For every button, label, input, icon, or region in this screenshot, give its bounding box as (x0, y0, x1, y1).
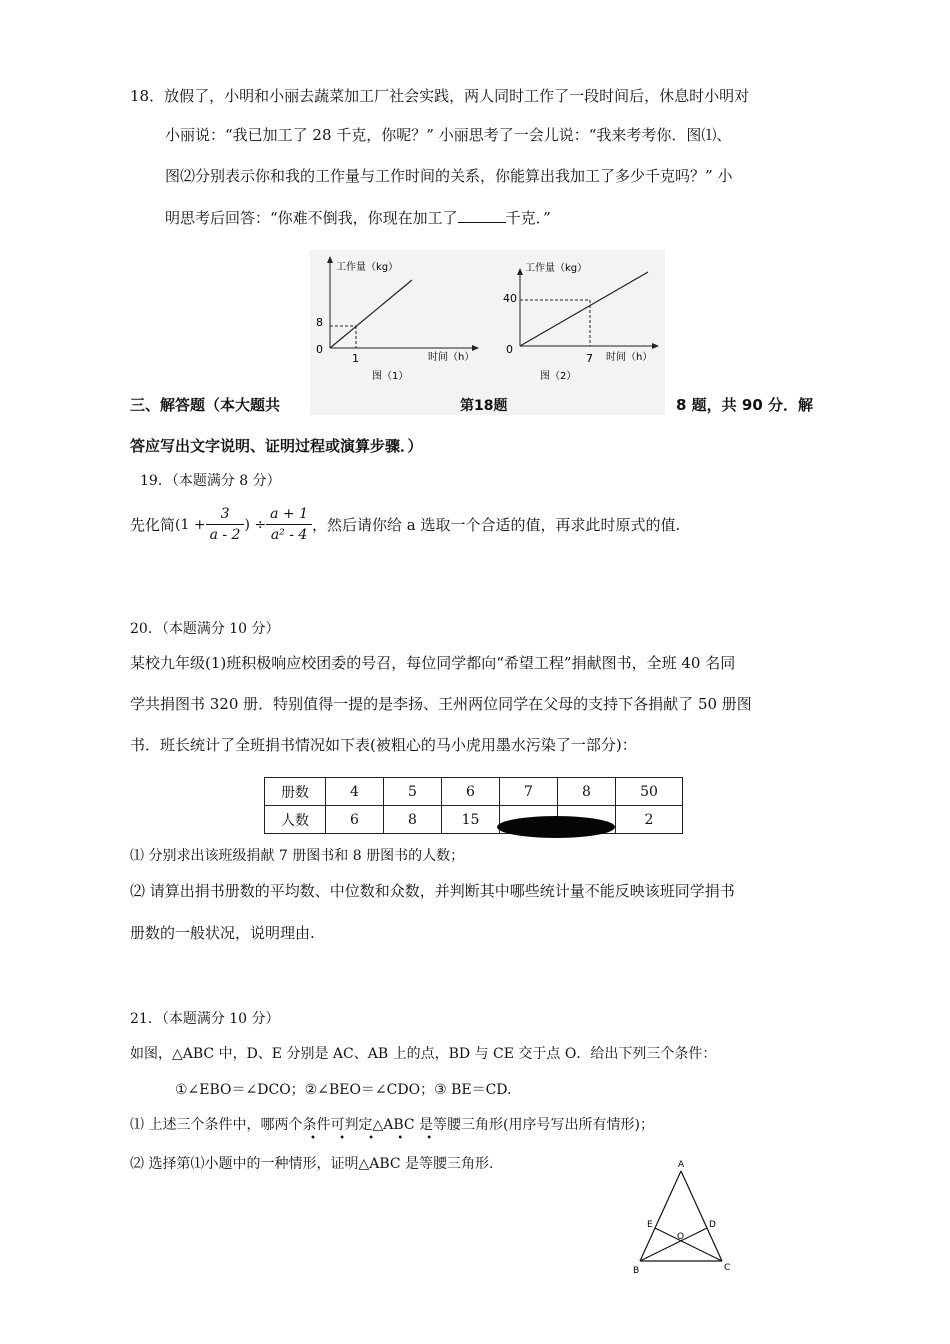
section3-title-c: 答应写出文字说明、证明过程或演算步骤．） (130, 437, 423, 455)
table-cell: 册数 (265, 778, 326, 806)
right-x-tick: 7 (586, 352, 593, 365)
q20-line1: 某校九年级(1)班积极响应校团委的号召，每位同学都向“希望工程”捐献图书，全班 40 名同 (130, 654, 736, 672)
point-d: D (709, 1220, 716, 1230)
q19-header: 19．（本题满分 8 分） (140, 473, 281, 489)
point-e: E (647, 1220, 653, 1230)
table-cell: 6 (442, 778, 500, 806)
table-cell: 8 (558, 778, 616, 806)
q18-line4-text: 明思考后回答：“你难不倒我，你现在加工了 (165, 209, 458, 227)
fraction-2-denominator: a² - 4 (270, 527, 308, 543)
fraction-2 (266, 504, 312, 545)
q19-prefix: 先化简 (130, 516, 176, 534)
q20-line3: 书．班长统计了全班捐书情况如下表(被粗心的马小虎用墨水污染了一部分)： (130, 736, 637, 754)
emphasis-dots: • • • • • (310, 1133, 443, 1144)
figure18-caption: 第18题 (460, 398, 508, 414)
vertex-c: C (724, 1263, 731, 1273)
table-cell: 人数 (265, 806, 326, 834)
q20-line2: 学共捐图书 320 册．特别值得一提的是李扬、王州两位同学在父母的支持下各捐献了 50 册图 (130, 695, 752, 713)
right-y-tick: 40 (503, 292, 517, 305)
fraction-1-denominator: a - 2 (209, 527, 241, 543)
q20-header: 20．（本题满分 10 分） (130, 621, 280, 637)
table-cell: 2 (616, 806, 683, 834)
table-cell: 4 (326, 778, 384, 806)
q20-part2-line2: 册数的一般状况，说明理由. (130, 924, 315, 942)
q19-expression (130, 504, 680, 545)
table-cell: 50 (616, 778, 683, 806)
table-cell: 6 (326, 806, 384, 834)
q21-part1: ⑴ 上述三个条件中，哪两个条件可判定△ABC 是等腰三角形(用序号写出所有情形)； (130, 1117, 654, 1133)
left-x-tick: 1 (352, 352, 359, 365)
figure-18 (310, 250, 665, 415)
donation-table (264, 777, 683, 834)
q19-suffix: ，然后请你给 a 选取一个合适的值，再求此时原式的值. (312, 516, 681, 534)
right-xlabel: 时间（h） (606, 352, 653, 363)
table-cell: 7 (500, 778, 558, 806)
ink-stain (497, 816, 615, 838)
right-origin: 0 (506, 343, 513, 356)
triangle-figure (625, 1155, 745, 1275)
left-origin: 0 (316, 343, 323, 356)
q21-part2: ⑵ 选择第⑴小题中的一种情形，证明△ABC 是等腰三角形. (130, 1156, 494, 1172)
q21-line1: 如图，△ABC 中，D、E 分别是 AC、AB 上的点，BD 与 CE 交于点 O．给出下列三个条件： (130, 1046, 717, 1062)
section3-title-b: 8 题，共 90 分．解 (676, 396, 813, 414)
q20-part2-line1: ⑵ 请算出捐书册数的平均数、中位数和众数，并判断其中哪些统计量不能反映该班同学捐书 (130, 882, 735, 900)
right-caption: 图（2） (540, 371, 577, 382)
q18-line3: 图⑵分别表示你和我的工作量与工作时间的关系，你能算出我加工了多少千克吗？” 小 (165, 167, 733, 185)
q20-part1: ⑴ 分别求出该班级捐献 7 册图书和 8 册图书的人数； (130, 848, 465, 864)
table-row (265, 778, 683, 806)
q18-line2: 小丽说：“我已加工了 28 千克，你呢？” 小丽思考了一会儿说：“我来考考你．图⑴、 (165, 126, 732, 144)
right-ylabel: 工作量（kg） (525, 263, 588, 274)
fraction-1 (206, 504, 245, 545)
q19-open: (1 + (175, 516, 206, 533)
section3-title-a: 三、解答题（本大题共 (130, 396, 281, 414)
fraction-2-numerator: a + 1 (266, 504, 312, 525)
vertex-a: A (678, 1160, 685, 1170)
vertex-b: B (633, 1266, 640, 1275)
point-o: O (677, 1232, 685, 1242)
q18-line4 (165, 207, 551, 228)
q21-conditions: ①∠EBO＝∠DCO；②∠BEO＝∠CDO；③ BE＝CD. (175, 1082, 512, 1098)
table-row (265, 806, 683, 834)
table-cell: 15 (442, 806, 500, 834)
answer-blank (458, 208, 506, 223)
q18-line1: 18．放假了，小明和小丽去蔬菜加工厂社会实践，两人同时工作了一段时间后，休息时小明对 (130, 87, 750, 105)
fraction-1-numerator: 3 (206, 504, 245, 525)
left-ylabel: 工作量（kg） (336, 262, 399, 273)
q18-line4-end: 千克．” (505, 209, 551, 227)
table-cell: 5 (384, 778, 442, 806)
left-y-tick: 8 (316, 316, 323, 329)
table-cell: 8 (384, 806, 442, 834)
left-caption: 图（1） (372, 371, 409, 382)
q21-header: 21．（本题满分 10 分） (130, 1011, 280, 1027)
q19-div: ) ÷ (244, 516, 267, 533)
left-xlabel: 时间（h） (428, 352, 475, 363)
